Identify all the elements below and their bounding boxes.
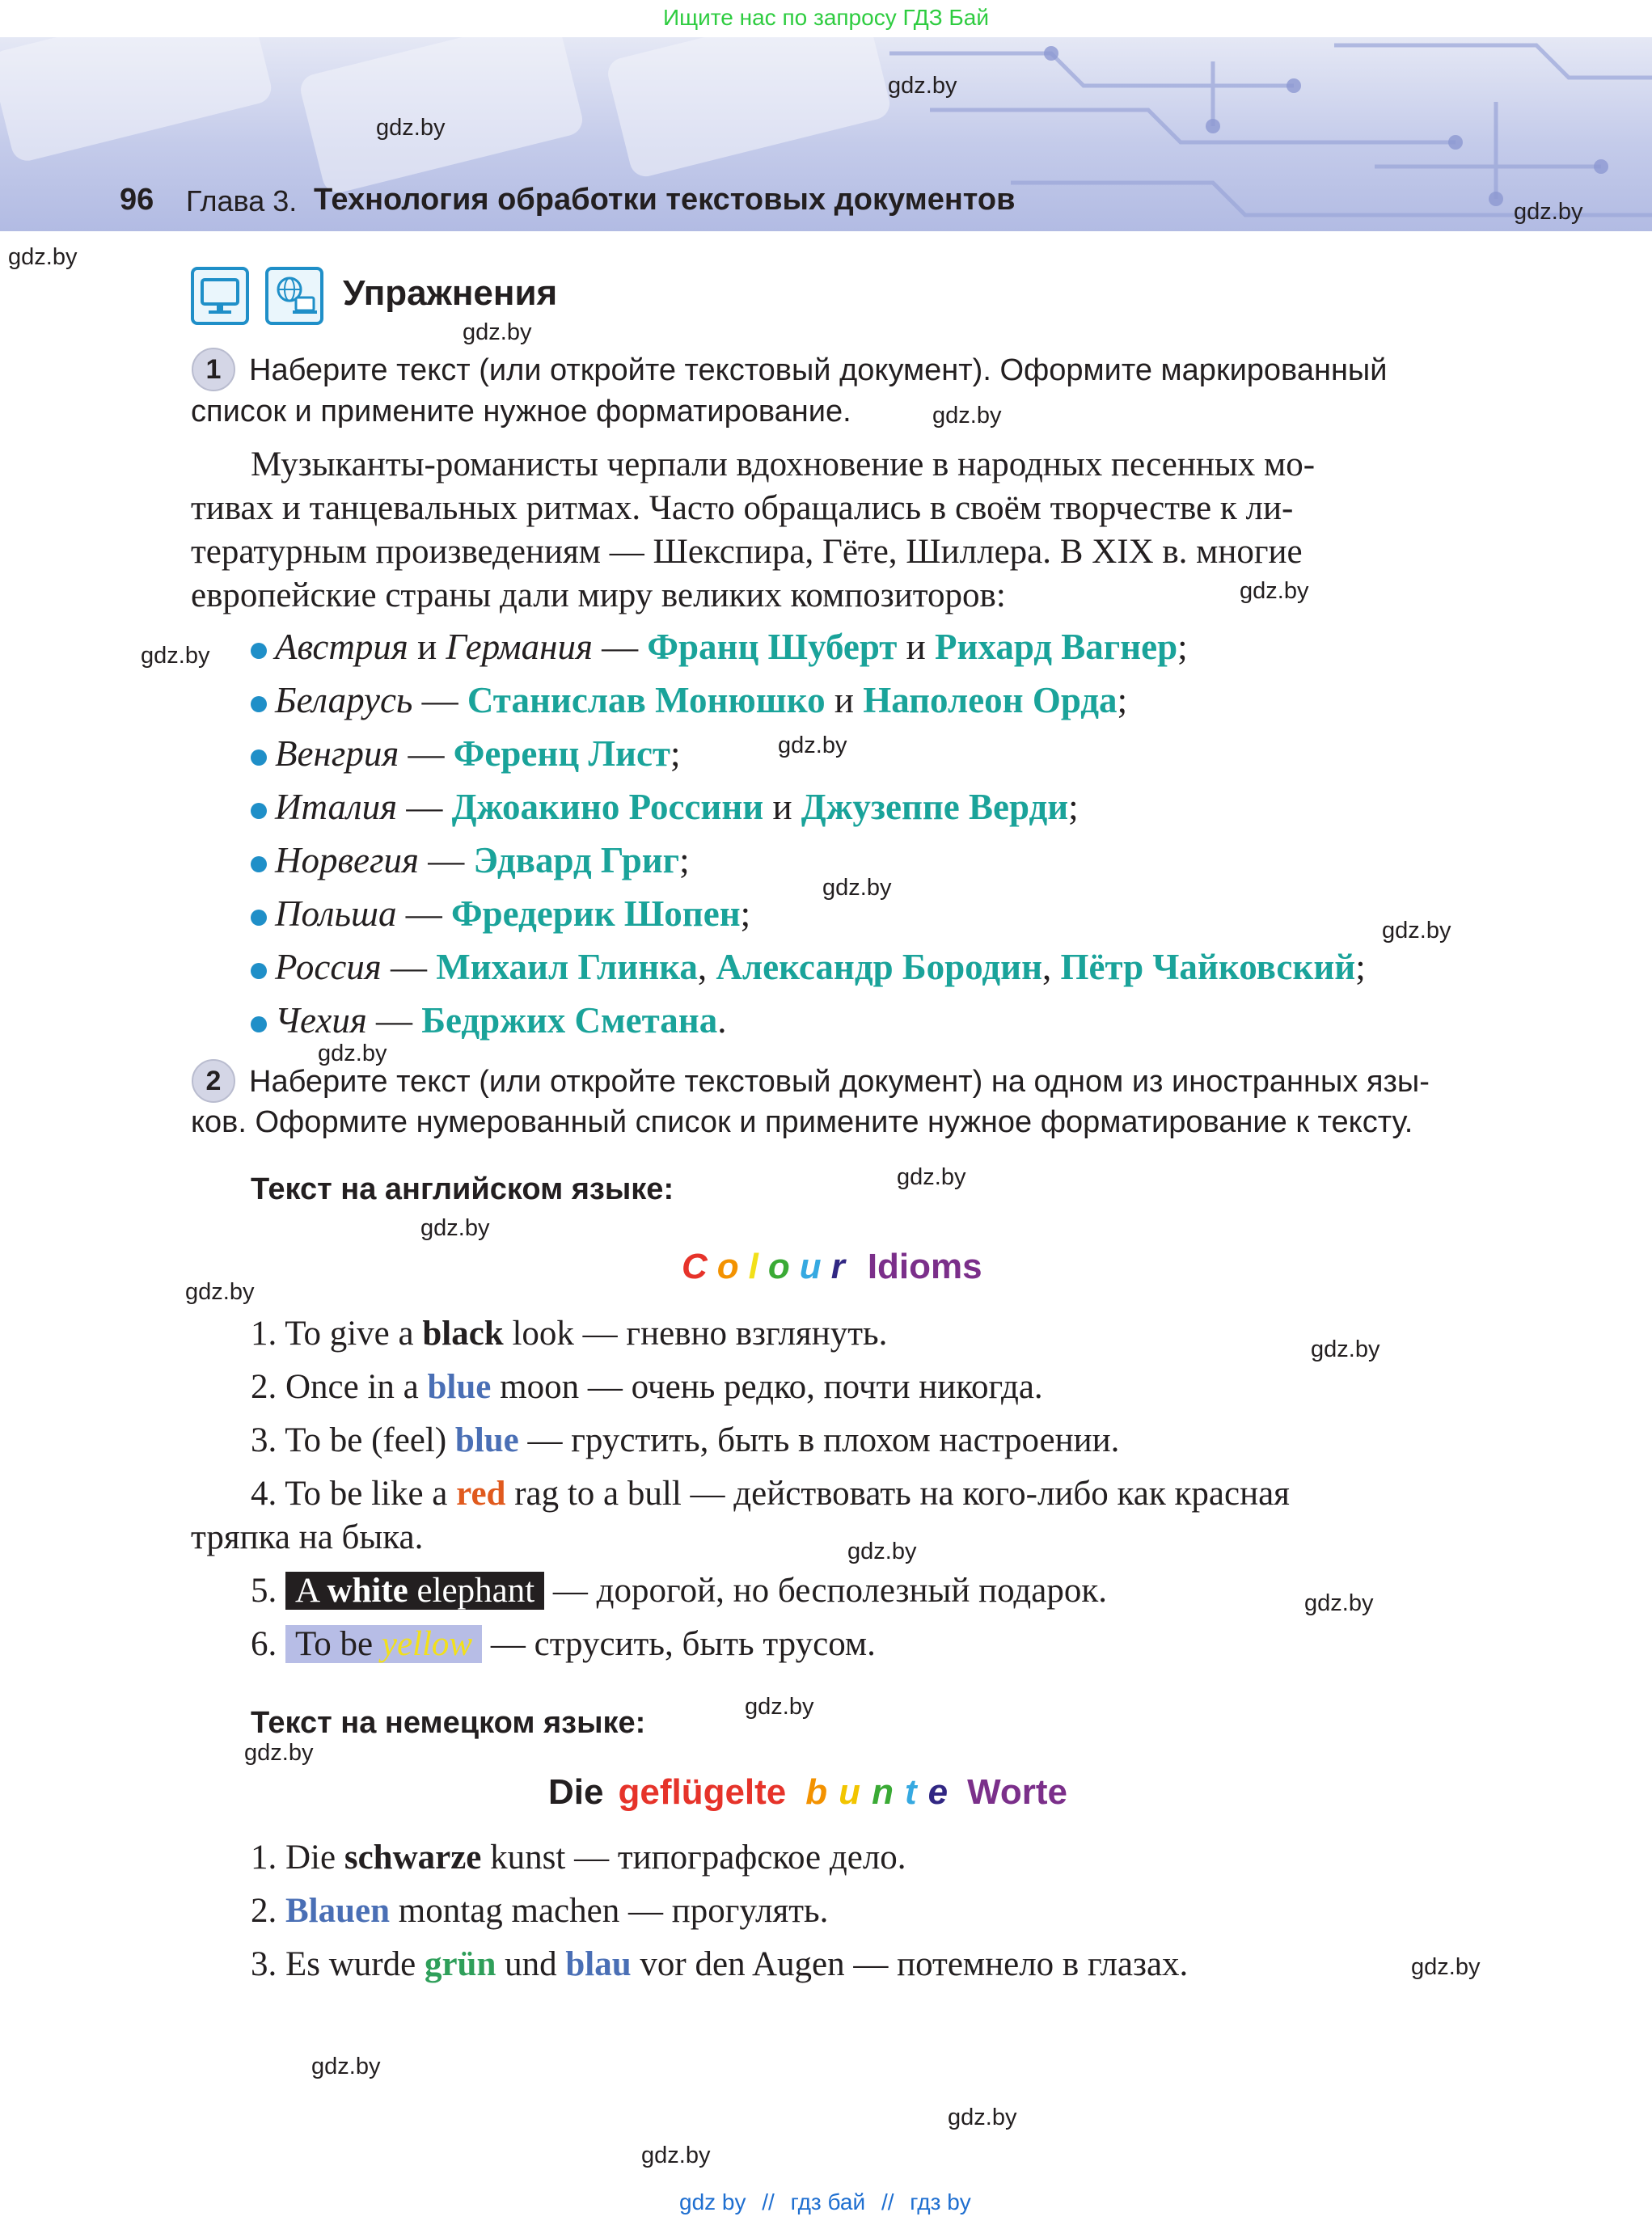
section-title: Упражнения — [343, 273, 558, 313]
chapter-title: Технология обработки текстовых документов — [314, 183, 1016, 217]
chapter-label: Глава 3. — [186, 184, 298, 217]
task-2-line-2: ков. Оформите нумерованный список и примените нужное форматирование к тексту. — [191, 1105, 1413, 1139]
watermark: gdz.by — [141, 643, 210, 669]
list-bullet — [251, 749, 267, 766]
watermark: gdz.by — [463, 319, 532, 345]
english-idiom-4-continuation: тряпка на быка. — [191, 1518, 424, 1556]
watermark: gdz.by — [420, 1215, 490, 1241]
paragraph-line-3: тературным произведениям — Шекспира, Гёте, Шиллера. В XIX в. многие — [191, 533, 1303, 571]
watermark: gdz.by — [1304, 1590, 1374, 1616]
german-idiom-3: 3. Es wurde grün und blau vor den Augen — потемнело в глазах. — [251, 1945, 1189, 1983]
watermark: gdz.by — [8, 244, 78, 270]
task-1-number: 1 — [192, 348, 235, 391]
watermark: gdz.by — [1411, 1954, 1481, 1980]
top-banner[interactable]: Ищите нас по запросу ГДЗ Бай — [662, 5, 990, 30]
english-title: C o l o u r Idioms — [682, 1247, 982, 1286]
task-1-line-1: Наберите текст (или откройте текстовый документ). Оформите маркированный — [249, 353, 1388, 387]
paragraph-line-4: европейские страны дали миру великих композиторов: — [191, 576, 1006, 614]
watermark: gdz.by — [641, 2143, 711, 2168]
task-2-line-1: Наберите текст (или откройте текстовый документ) на одном из иностранных язы- — [249, 1065, 1430, 1099]
watermark: gdz.by — [244, 1740, 314, 1766]
list-bullet — [251, 910, 267, 926]
white-highlight-box: A white elephant — [285, 1572, 544, 1610]
english-idiom-3: 3. To be (feel) blue — грустить, быть в плохом настроении. — [251, 1421, 1120, 1459]
watermark: gdz.by — [318, 1041, 387, 1066]
english-idiom-5: 5. A white elephant — дорогой, но бесполезный подарок. — [251, 1572, 1107, 1610]
watermark: gdz.by — [822, 875, 892, 901]
english-text-heading: Текст на английском языке: — [251, 1172, 674, 1206]
list-item: Россия — Михаил Глинка, Александр Бородин, Пётр Чайковский; — [275, 947, 1366, 987]
watermark: gdz.by — [897, 1164, 966, 1190]
task-2-number: 2 — [192, 1059, 235, 1103]
german-idiom-1: 1. Die schwarze kunst — типографское дело. — [251, 1839, 906, 1877]
list-bullet — [251, 696, 267, 712]
computer-monitor-icon — [191, 267, 249, 325]
task-1-line-2: список и примените нужное форматирование. — [191, 395, 851, 429]
german-title: Die geflügelte b u n t e Worte — [548, 1772, 1067, 1812]
paragraph-line-1: Музыканты-романисты черпали вдохновение в народных песенных мо- — [251, 445, 1316, 483]
watermark: gdz.by — [376, 115, 446, 141]
watermark: gdz.by — [311, 2054, 381, 2079]
watermark: gdz.by — [847, 1539, 917, 1564]
watermark: gdz.by — [888, 73, 957, 99]
list-bullet — [251, 856, 267, 872]
english-idiom-4: 4. To be like a red rag to a bull — действовать на кого-либо как красная — [251, 1475, 1290, 1513]
list-bullet — [251, 963, 267, 979]
yellow-highlight-box: To be yellow — [285, 1625, 482, 1663]
watermark: gdz.by — [1514, 199, 1583, 225]
list-item: Италия — Джоакино Россини и Джузеппе Верди; — [275, 787, 1079, 827]
german-idiom-2: 2. Blauen montag machen — прогулять. — [251, 1892, 829, 1930]
footer-links[interactable]: gdz by // гдз бай // гдз by — [679, 2189, 971, 2214]
list-item: Польша — Фредерик Шопен; — [275, 893, 751, 934]
watermark: gdz.by — [1240, 578, 1309, 604]
watermark: gdz.by — [1311, 1336, 1380, 1362]
list-item: Норвегия — Эдвард Григ; — [275, 840, 690, 880]
paragraph-line-2: тивах и танцевальных ритмах. Часто обращались в своём творчестве к ли- — [191, 489, 1294, 527]
list-item: Беларусь — Станислав Монюшко и Наполеон Орда; — [275, 680, 1128, 720]
watermark: gdz.by — [948, 2105, 1017, 2130]
german-text-heading: Текст на немецком языке: — [251, 1706, 646, 1740]
list-bullet — [251, 803, 267, 819]
list-item: Австрия и Германия — Франц Шуберт и Рихард Вагнер; — [275, 627, 1188, 667]
english-idiom-2: 2. Once in a blue moon — очень редко, почти никогда. — [251, 1368, 1043, 1406]
watermark: gdz.by — [932, 403, 1002, 429]
list-bullet — [251, 1016, 267, 1032]
english-idiom-1: 1. To give a black look — гневно взглянуть. — [251, 1315, 888, 1353]
globe-computer-icon — [265, 267, 323, 325]
english-idiom-6: 6. To be yellow — струсить, быть трусом. — [251, 1625, 876, 1663]
list-item: Чехия — Бедржих Сметана. — [275, 1000, 727, 1041]
watermark: gdz.by — [1382, 918, 1451, 944]
list-item: Венгрия — Ференц Лист; — [275, 733, 681, 774]
watermark: gdz.by — [778, 733, 847, 758]
watermark: gdz.by — [745, 1694, 814, 1720]
watermark: gdz.by — [185, 1279, 255, 1305]
page-number: 96 — [120, 183, 154, 217]
list-bullet — [251, 643, 267, 659]
